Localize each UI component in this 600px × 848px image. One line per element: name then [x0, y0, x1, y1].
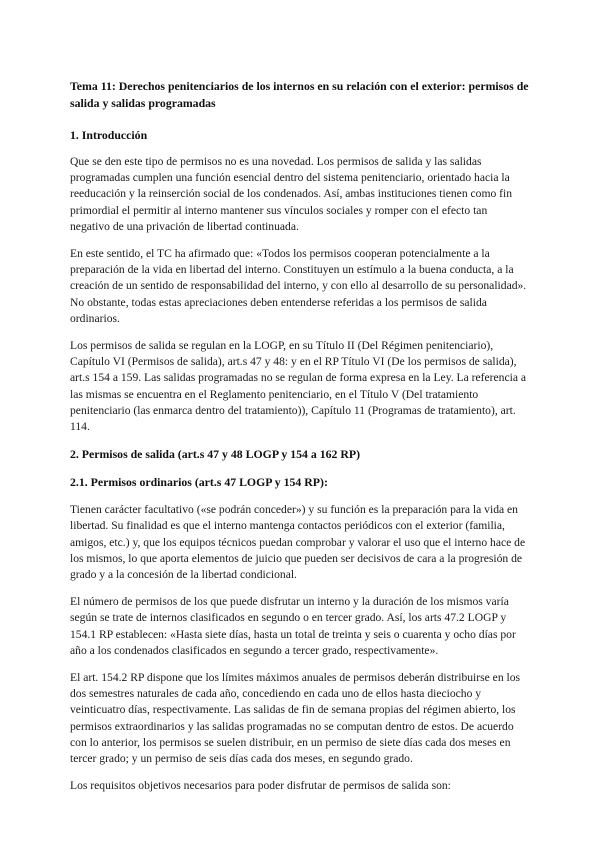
paragraph: Tienen carácter facultativo («se podrán conceder») y su función es la preparación para la vida en libertad. Su finalidad es que el interno mantenga contactos periódicos con el exterior (familia, amigos, etc.) y, que los equipos técnicos puedan comprobar y valorar el uso que el interno hace de los mismos, lo que aporta elementos de juicio que pueden ser decisivos de cara a la progresión de grado y a la concesión de la libertad condicional.	[70, 503, 526, 582]
paragraph: El número de permisos de los que puede disfrutar un interno y la duración de los mismos varía según se trate de internos clasificados en segundo o en tercer grado. Así, los arts 47.2 LOGP y 154.1 RP establecen: «Hasta siete días, hasta un total de treinta y seis o cuarenta y ocho días por año a los condenados clasificados en segundo a tercer grado, respectivamente».	[70, 595, 516, 657]
paragraph: Los permisos de salida se regulan en la LOGP, en su Título II (Del Régimen penitenciario), Capítulo VI (Permisos de salida), art.s 47 y 48: y en el RP Título VI (De los permisos de salida), art.s 154 a 159. Las salidas programadas no se regulan de forma expresa en la Ley. La referencia a las mismas se encuentra en el Reglamento penitenciario, en el Título V (Del tratamiento penitenciario (las enmarca dentro del tratamiento)), Capítulo 11 (Programas de tratamiento), art. 114.	[70, 339, 527, 434]
section-heading-permisos-de-salida: 2. Permisos de salida (art.s 47 y 48 LOGP y 154 a 162 RP)	[70, 447, 360, 462]
subsection-heading-permisos-ordinarios: 2.1. Permisos ordinarios (art.s 47 LOGP y 154 RP):	[70, 475, 328, 490]
document-title: Tema 11: Derechos penitenciarios de los internos en su relación con el exterior: permisos de salida y salidas programadas	[70, 79, 529, 110]
section-heading-introduccion: 1. Introducción	[70, 128, 148, 142]
paragraph: Que se den este tipo de permisos no es una novedad. Los permisos de salida y las salidas programadas cumplen una función esencial dentro del sistema penitenciario, orientado hacia la reeducación y la reinserción social de los condenados. Así, ambas instituciones tienen como fin primordial el permitir al interno mantener sus vínculos sociales y romper con el efecto tan negativo de una privación de libertad continuada.	[70, 155, 513, 233]
paragraph: En este sentido, el TC ha afirmado que: «Todos los permisos cooperan potencialmente a la preparación de la vida en libertad del interno. Constituyen un estímulo a la buena conducta, a la creación de un sentido de responsabilidad del interno, y con ello al desarrollo de su personalidad». No obstante, todas estas apreciaciones deben entenderse referidas a los permisos de salida ordinarios.	[70, 247, 527, 325]
paragraph: El art. 154.2 RP dispone que los límites máximos anuales de permisos deberán distribuirse en los dos semestres naturales de cada año, concediendo en cada uno de ellos hasta dieciocho y veinticuatro días, respectivamente. Las salidas de fin de semana propias del régimen abierto, los permisos extraordinarios y las salidas programadas no se computan dentro de estos. De acuerdo con lo anterior, los permisos se suelen distribuir, en un permiso de siete días cada dos meses en tercer grado; y un permiso de seis días cada dos meses, en segundo grado.	[70, 671, 521, 766]
paragraph: Los requisitos objetivos necesarios para poder disfrutar de permisos de salida son:	[70, 779, 451, 793]
